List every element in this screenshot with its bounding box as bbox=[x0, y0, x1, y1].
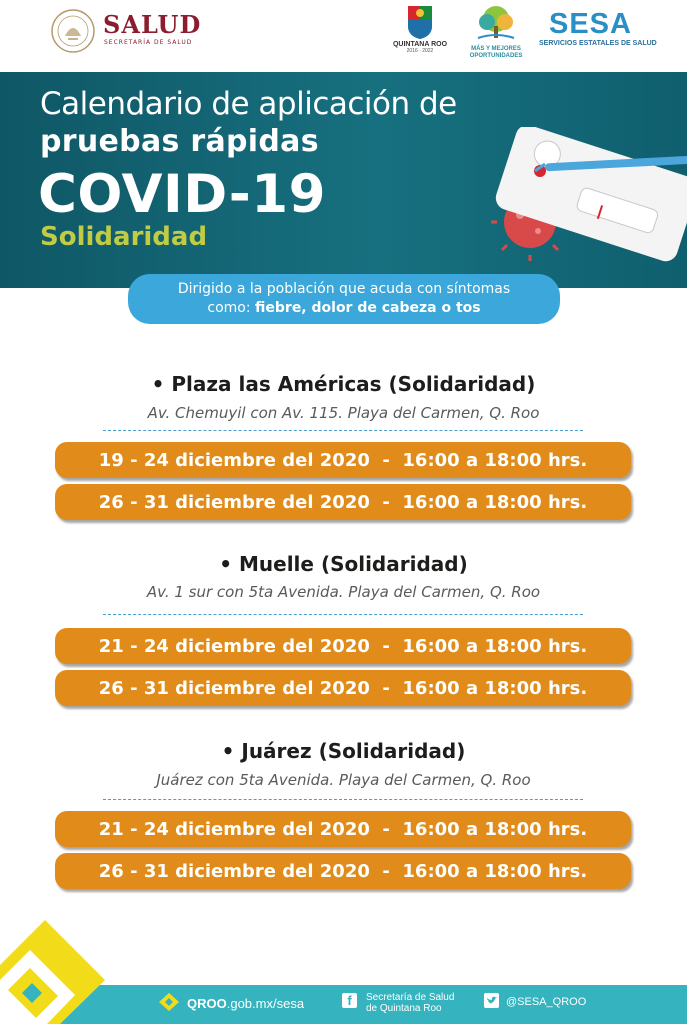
venue-name: • Juárez (Solidaridad) bbox=[221, 739, 466, 763]
website-rest: .gob.mx/sesa bbox=[226, 996, 305, 1011]
venue-address: Av. Chemuyil con Av. 115. Playa del Carmen, Q. Roo bbox=[147, 404, 540, 422]
dashed-divider bbox=[103, 614, 583, 615]
twitter-icon bbox=[484, 993, 499, 1008]
twitter-link[interactable]: @SESA_QROO bbox=[506, 996, 587, 1008]
venue-address: Av. 1 sur con 5ta Avenida. Playa del Carmen, Q. Roo bbox=[146, 583, 541, 601]
state-shield-icon bbox=[406, 4, 434, 40]
slogan-line1: MÁS Y MEJORES bbox=[471, 46, 521, 52]
facebook-line1: Secretaría de Salud bbox=[366, 992, 455, 1003]
audience-text: Dirigido a la población que acuda con síntomas bbox=[177, 281, 511, 297]
schedule-slot: 19 - 24 diciembre del 2020 - 16:00 a 18:00 hrs. bbox=[55, 442, 631, 478]
venue-name: • Plaza las Américas (Solidaridad) bbox=[151, 372, 536, 396]
facebook-link[interactable] bbox=[366, 992, 454, 1014]
dashed-divider bbox=[103, 430, 583, 431]
schedule-slot: 26 - 31 diciembre del 2020 - 16:00 a 18:00 hrs. bbox=[55, 670, 631, 706]
schedule-slot: 26 - 31 diciembre del 2020 - 16:00 a 18:00 hrs. bbox=[55, 853, 631, 889]
header-logos bbox=[0, 0, 687, 70]
venue-name: • Muelle (Solidaridad) bbox=[219, 552, 468, 576]
quintana-roo-logo bbox=[385, 4, 455, 64]
slogan-line2: OPORTUNIDADES bbox=[469, 53, 523, 59]
hero-title-covid: COVID-19 bbox=[38, 164, 326, 225]
audience-symptoms-line bbox=[128, 299, 560, 318]
facebook-icon: f bbox=[342, 993, 357, 1008]
tree-icon bbox=[472, 4, 520, 42]
salud-title: SALUD bbox=[103, 10, 202, 39]
website-link[interactable] bbox=[187, 996, 304, 1011]
oportunidades-logo bbox=[465, 4, 527, 64]
state-name: QUINTANA ROO bbox=[392, 41, 448, 48]
state-years: 2016 · 2022 bbox=[406, 48, 434, 54]
schedule-slot: 21 - 24 diciembre del 2020 - 16:00 a 18:00 hrs. bbox=[55, 628, 631, 664]
audience-symptoms: fiebre, dolor de cabeza o tos bbox=[255, 300, 481, 316]
hero-title-line2: pruebas rápidas bbox=[40, 124, 319, 159]
dashed-divider bbox=[103, 799, 583, 800]
sesa-title: SESA bbox=[549, 8, 632, 40]
schedule-slot: 21 - 24 diciembre del 2020 - 16:00 a 18:00 hrs. bbox=[55, 811, 631, 847]
sesa-subtitle: SERVICIOS ESTATALES DE SALUD bbox=[539, 40, 657, 47]
audience-prefix: como: bbox=[207, 300, 256, 316]
salud-subtitle: SECRETARÍA DE SALUD bbox=[104, 39, 193, 46]
hero-title-line1: Calendario de aplicación de bbox=[40, 86, 457, 122]
hero-banner bbox=[0, 72, 687, 288]
rapid-test-icon bbox=[490, 127, 687, 287]
quintana-roo-ornament-icon bbox=[0, 905, 120, 1024]
venue-address: Juárez con 5ta Avenida. Playa del Carmen, Q. Roo bbox=[156, 771, 531, 789]
website-icon bbox=[158, 992, 180, 1012]
facebook-line2: de Quintana Roo bbox=[366, 1003, 442, 1014]
mexico-seal-icon bbox=[50, 8, 96, 54]
audience-notice bbox=[128, 274, 560, 324]
hero-location: Solidaridad bbox=[40, 222, 208, 252]
schedule-slot: 26 - 31 diciembre del 2020 - 16:00 a 18:00 hrs. bbox=[55, 484, 631, 520]
website-bold: QROO bbox=[187, 996, 227, 1011]
